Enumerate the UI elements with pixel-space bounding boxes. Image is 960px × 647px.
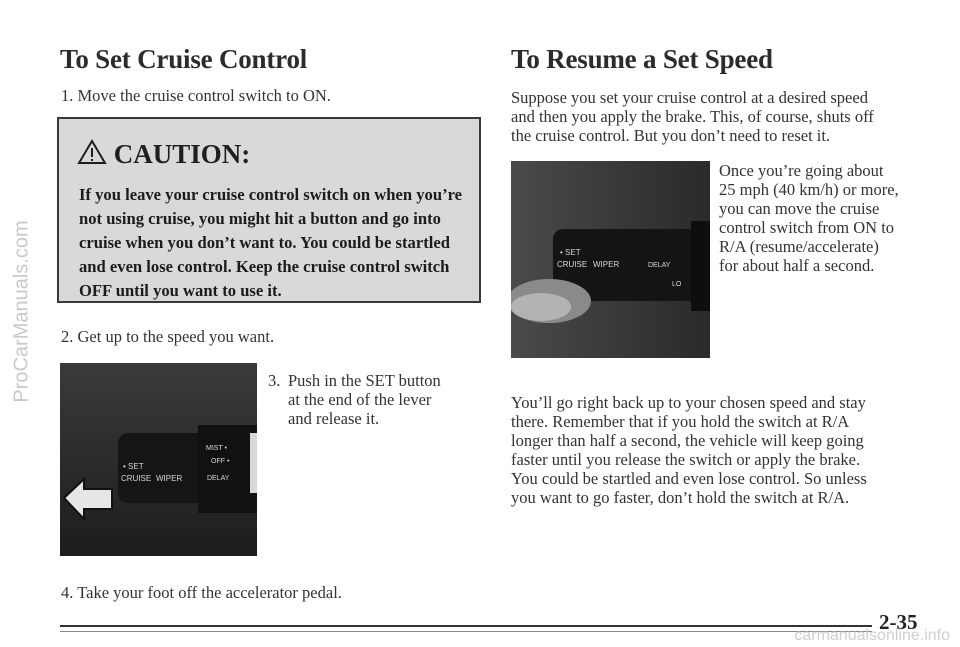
resume-para-line-3: longer than half a second, the vehicle will keep going xyxy=(511,431,864,450)
photo-label-cruise-right: CRUISE xyxy=(557,260,588,269)
caution-box xyxy=(57,117,481,303)
resume-switch-photo xyxy=(511,161,710,358)
intro-line-2: and then you apply the brake. This, of course, shuts off xyxy=(511,107,874,126)
caution-title: CAUTION: xyxy=(113,139,251,169)
step-1: 1. Move the cruise control switch to ON. xyxy=(61,86,331,105)
photo-label-lo: LO xyxy=(672,281,682,288)
resume-para-line-6: you want to go faster, don’t hold the switch at R/A. xyxy=(511,488,850,507)
resume-side-line-1: Once you’re going about xyxy=(719,161,884,180)
caution-text: If you leave your cruise control switch on when you’re not using cruise, you might hit a button and go into cruise when you don’t want to. You could be startled and even lose control. Keep the cruise control switch OFF until you want to use it. xyxy=(79,185,463,300)
photo-label-set: • SET xyxy=(123,462,144,471)
resume-side-line-2: 25 mph (40 km/h) or more, xyxy=(719,180,899,199)
footer-rule xyxy=(60,625,872,627)
set-button-photo xyxy=(60,363,257,556)
step-3-number: 3. xyxy=(268,371,281,390)
resume-side-line-6: for about half a second. xyxy=(719,256,875,275)
resume-side-line-3: you can move the cruise xyxy=(719,199,880,218)
resume-para-line-2: there. Remember that if you hold the switch at R/A xyxy=(511,412,850,431)
resume-para-line-1: You’ll go right back up to your chosen speed and stay xyxy=(511,393,866,412)
intro-line-3: the cruise control. But you don’t need to reset it. xyxy=(511,126,831,145)
photo-label-wiper: WIPER xyxy=(156,474,183,483)
resume-speed-heading: To Resume a Set Speed xyxy=(511,44,773,74)
photo-label-set-right: • SET xyxy=(560,248,581,257)
side-watermark: ProCarManuals.com xyxy=(10,220,33,403)
photo-label-mist: MIST • xyxy=(206,445,227,452)
set-cruise-heading: To Set Cruise Control xyxy=(60,44,308,74)
step-3-line-3: and release it. xyxy=(288,409,380,428)
step-2: 2. Get up to the speed you want. xyxy=(61,327,275,346)
photo-label-off: OFF • xyxy=(211,458,230,465)
footer-rule-thin xyxy=(60,631,872,632)
resume-side-line-4: control switch from ON to xyxy=(719,218,895,237)
intro-line-1: Suppose you set your cruise control at a desired speed xyxy=(511,88,868,107)
caution-heading xyxy=(77,139,250,170)
step-3-line-1: Push in the SET button xyxy=(288,371,441,390)
photo-label-wiper-right: WIPER xyxy=(593,260,620,269)
resume-para-line-5: You could be startled and even lose control. So unless xyxy=(511,469,867,488)
step-4: 4. Take your foot off the accelerator pedal. xyxy=(61,583,342,602)
resume-side-line-5: R/A (resume/accelerate) xyxy=(719,237,879,256)
warning-triangle-icon xyxy=(77,139,114,169)
photo-label-delay: DELAY xyxy=(207,475,230,482)
resume-para-line-4: faster until you release the switch or apply the brake. xyxy=(511,450,861,469)
photo-label-delay-right: DELAY xyxy=(648,262,671,269)
page-number: 2-35 xyxy=(879,610,918,634)
photo-label-cruise: CRUISE xyxy=(121,474,152,483)
bottom-watermark: carmanualsonline.info xyxy=(794,627,950,644)
step-3-line-2: at the end of the lever xyxy=(288,390,432,409)
